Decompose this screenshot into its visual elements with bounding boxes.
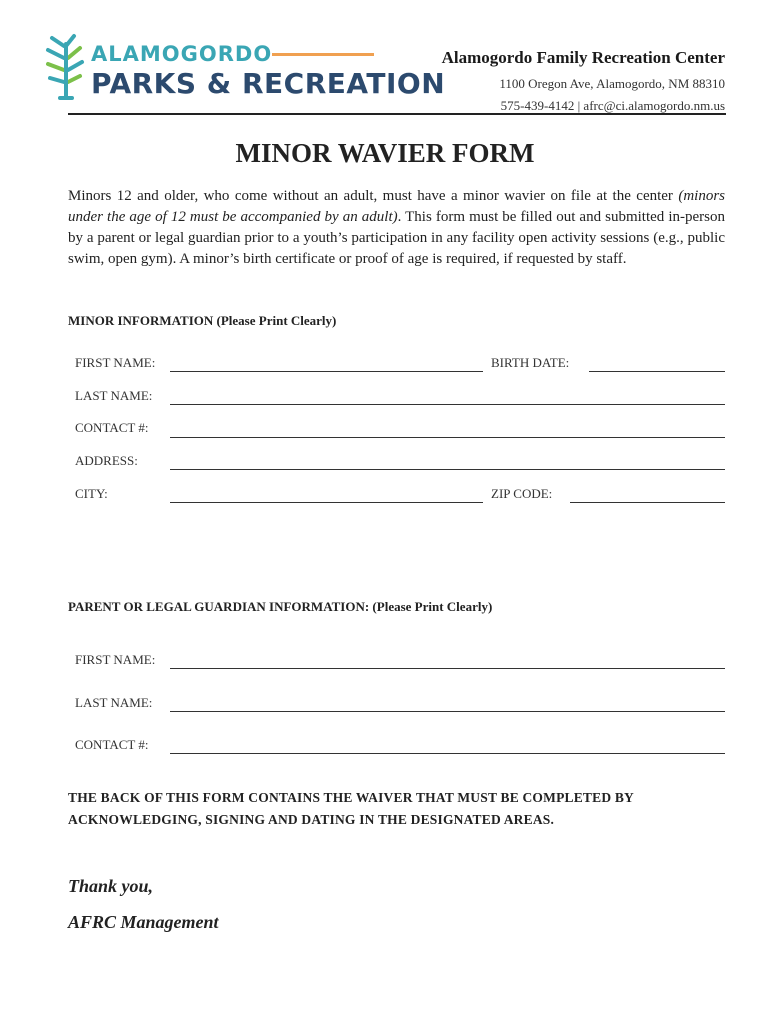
minor-last-name-field[interactable] — [170, 404, 725, 405]
minor-zip-label: ZIP CODE: — [491, 486, 553, 501]
minor-address-field[interactable] — [170, 469, 725, 470]
intro-italic-note: (minors under the age of 12 must be accompanied by an adult) — [68, 188, 725, 225]
parks-recreation-logo — [44, 32, 446, 102]
organization-address: 1100 Oregon Ave, Alamogordo, NM 88310 — [499, 76, 725, 91]
minor-birth-date-label: BIRTH DATE: — [491, 355, 570, 370]
guardian-first-name-label: FIRST NAME: — [75, 652, 156, 667]
organization-info — [442, 48, 725, 114]
minor-contact-label: CONTACT #: — [75, 420, 149, 435]
guardian-first-name-field[interactable] — [170, 668, 725, 669]
organization-contact: 575-439-4142 | afrc@ci.alamogordo.nm.us — [500, 98, 725, 113]
closing-thanks: Thank you, — [68, 876, 154, 896]
page-title: MINOR WAVIER FORM — [235, 138, 535, 168]
minor-first-name-label: FIRST NAME: — [75, 355, 156, 370]
minor-zip-field[interactable] — [570, 502, 725, 503]
minor-address-label: ADDRESS: — [75, 453, 138, 468]
guardian-contact-field[interactable] — [170, 753, 725, 754]
minor-city-label: CITY: — [75, 486, 108, 501]
logo-accent-rule — [272, 53, 374, 56]
organization-name: Alamogordo Family Recreation Center — [441, 48, 725, 67]
intro-text-2: . This form must be filled out and submitted in-person by a parent or legal guardian prior to a youth’s participation in any facility open activity sessions (e.g., public swim, open gym). A minor’s birth certificate or proof of age is required, if requested by staff. — [68, 209, 725, 267]
closing-signoff: AFRC Management — [68, 912, 219, 932]
logo-text-bottom: PARKS & RECREATION — [91, 67, 446, 100]
minor-first-name-field[interactable] — [170, 371, 483, 372]
intro-paragraph — [68, 186, 725, 270]
guardian-last-name-label: LAST NAME: — [75, 695, 153, 710]
tree-logo-icon — [44, 32, 88, 102]
minor-contact-field[interactable] — [170, 437, 725, 438]
header-divider — [68, 113, 726, 115]
guardian-contact-label: CONTACT #: — [75, 737, 149, 752]
guardian-section-heading: PARENT OR LEGAL GUARDIAN INFORMATION: (Please Print Clearly) — [68, 599, 493, 614]
minor-city-field[interactable] — [170, 502, 483, 503]
intro-text-1: Minors 12 and older, who come without an adult, must have a minor wavier on file at the center — [68, 188, 679, 204]
minor-last-name-label: LAST NAME: — [75, 388, 153, 403]
waiver-notice: THE BACK OF THIS FORM CONTAINS THE WAIVER THAT MUST BE COMPLETED BY ACKNOWLEDGING, SIGNING AND DATING IN THE DESIGNATED AREAS. — [68, 790, 634, 827]
minor-birth-date-field[interactable] — [589, 371, 725, 372]
minor-section-heading: MINOR INFORMATION (Please Print Clearly) — [68, 313, 337, 328]
guardian-last-name-field[interactable] — [170, 711, 725, 712]
logo-text-top: ALAMOGORDO — [91, 42, 273, 66]
